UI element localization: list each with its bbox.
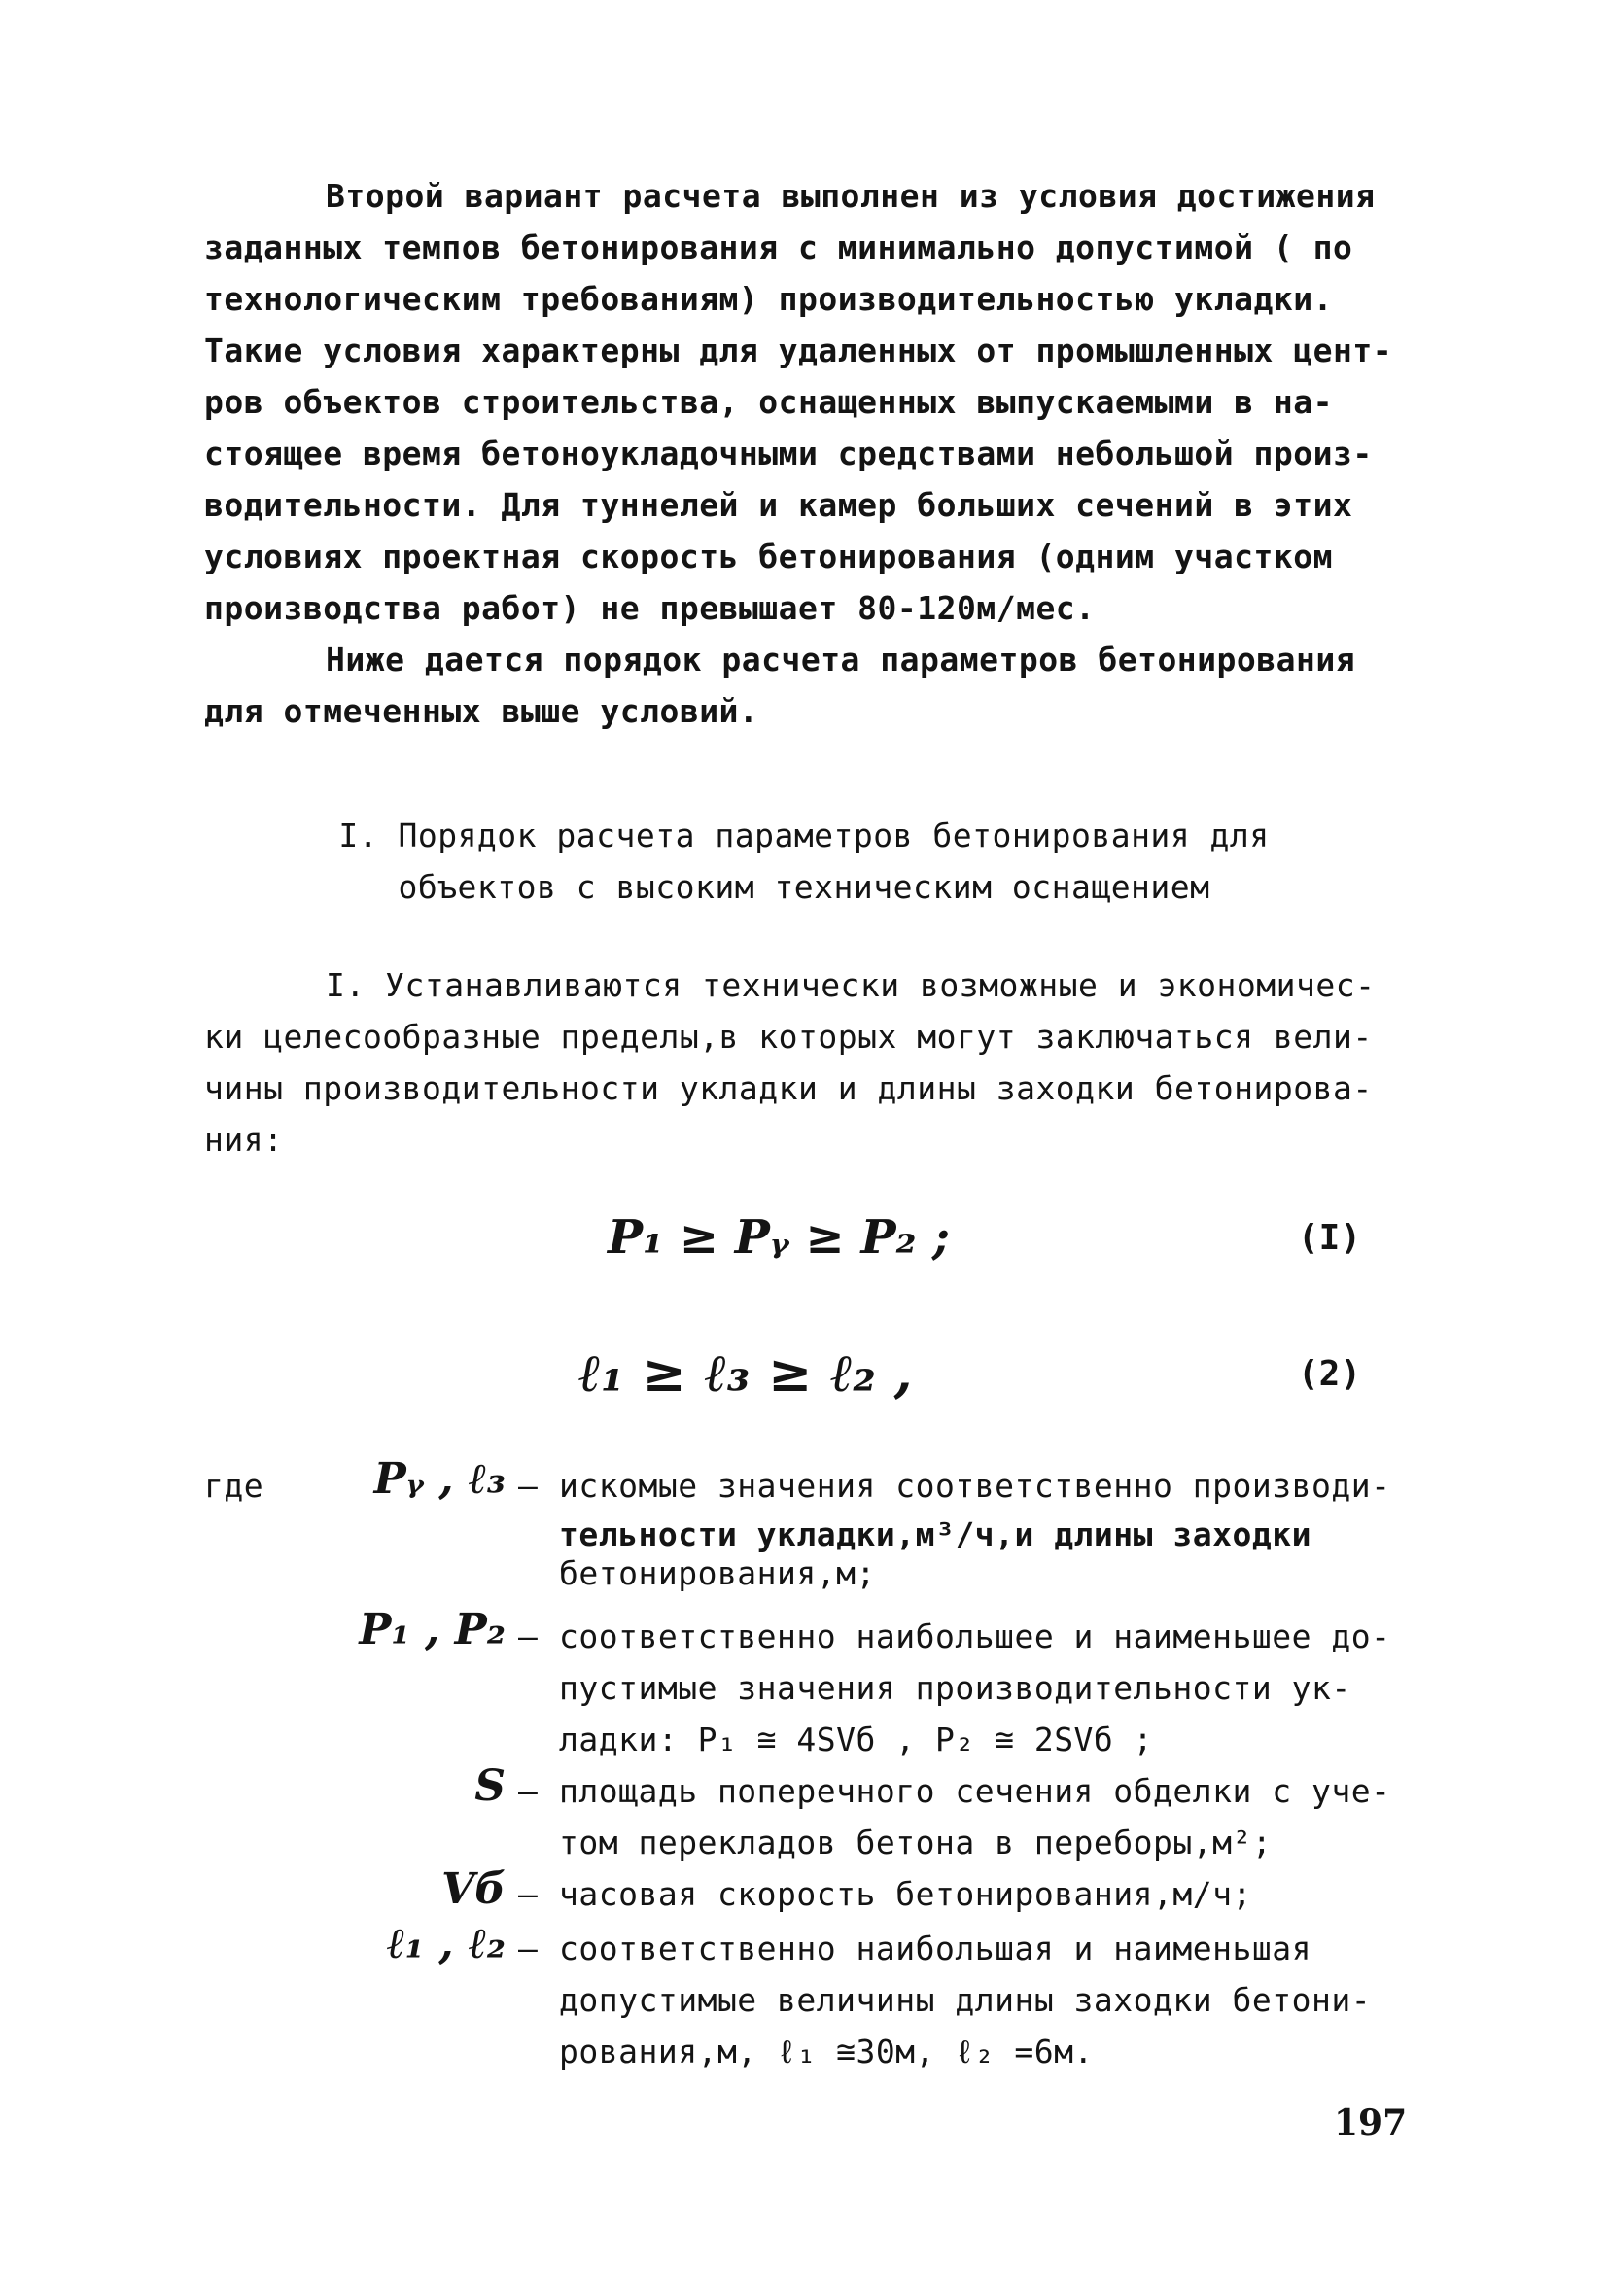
definition-dash: – <box>518 1467 538 1505</box>
item-1-line: ки целесообразные пределы,в которых могут заключаться вели- <box>204 1018 1373 1056</box>
intro-line: технологическим требованиям) производительностью укладки. <box>204 280 1333 318</box>
definition-line: том перекладов бетона в переборы,м²; <box>559 1824 1273 1861</box>
definition-line: соответственно наибольшее и наименьшее до- <box>559 1618 1391 1655</box>
definition-line: соответственно наибольшая и наименьшая <box>559 1930 1311 1967</box>
page-number: 197 <box>1334 2103 1408 2143</box>
definition-line: рования,м, ℓ₁ ≅30м, ℓ₂ =6м. <box>559 2033 1094 2070</box>
definition-line: бетонирования,м; <box>559 1554 876 1592</box>
equation-number: (2) <box>1298 1354 1362 1394</box>
intro-line: водительности. Для туннелей и камер больших сечений в этих <box>204 486 1353 524</box>
item-1-line: ния: <box>204 1121 284 1159</box>
definition-line: часовая скорость бетонирования,м/ч; <box>559 1875 1252 1913</box>
equation-1: P₁ ≥ Pᵧ ≥ P₂ ; <box>608 1210 950 1265</box>
below-line: для отмеченных выше условий. <box>204 692 759 730</box>
definition-symbol: ℓ₁ , ℓ₂ <box>386 1919 506 1968</box>
definition-dash: – <box>518 1772 538 1810</box>
intro-line: стоящее время бетоноукладочными средствами небольшой произ- <box>204 435 1373 472</box>
section-heading-line: объектов с высоким техническим оснащением <box>398 868 1210 906</box>
intro-line: заданных темпов бетонирования с минимально допустимой ( по <box>204 228 1353 266</box>
definition-line: тельности укладки,м³/ч,и длины заходки <box>559 1515 1311 1553</box>
definition-symbol: P₁ , P₂ <box>359 1605 506 1654</box>
intro-line: Такие условия характерны для удаленных от промышленных цент- <box>204 331 1393 369</box>
item-1-line: I. Устанавливаются технически возможные и экономичес- <box>326 966 1376 1004</box>
definition-symbol: Pᵧ , ℓ₃ <box>373 1454 506 1504</box>
equation-number: (I) <box>1298 1218 1362 1258</box>
below-line: Ниже дается порядок расчета параметров бетонирования <box>326 641 1356 678</box>
definition-symbol: S <box>474 1761 506 1811</box>
definition-dash: – <box>518 1875 538 1913</box>
definition-line: ладки: P₁ ≅ 4SVб , P₂ ≅ 2SVб ; <box>559 1721 1154 1758</box>
equation-2: ℓ₁ ≥ ℓ₃ ≥ ℓ₂ , <box>578 1341 913 1404</box>
definition-dash: – <box>518 1618 538 1655</box>
definition-line: допустимые величины длины заходки бетони- <box>559 1981 1372 2019</box>
section-heading-line: I. Порядок расчета параметров бетонирования для <box>338 817 1270 854</box>
item-1-line: чины производительности укладки и длины заходки бетонирова- <box>204 1069 1373 1107</box>
intro-line: Второй вариант расчета выполнен из условия достижения <box>326 177 1376 215</box>
intro-line: производства работ) не превышает 80-120м/мес. <box>204 589 1096 627</box>
intro-line: условиях проектная скорость бетонирования (одним участком <box>204 538 1333 575</box>
definition-line: пустимые значения производительности ук- <box>559 1669 1351 1707</box>
intro-line: ров объектов строительства, оснащенных выпускаемыми в на- <box>204 383 1333 421</box>
definition-line: площадь поперечного сечения обделки с учe- <box>559 1772 1391 1810</box>
definition-line: искомые значения соответственно производи- <box>559 1467 1391 1505</box>
definition-dash: – <box>518 1930 538 1967</box>
where-label: где <box>204 1467 264 1505</box>
definition-symbol: Vб <box>441 1864 506 1914</box>
